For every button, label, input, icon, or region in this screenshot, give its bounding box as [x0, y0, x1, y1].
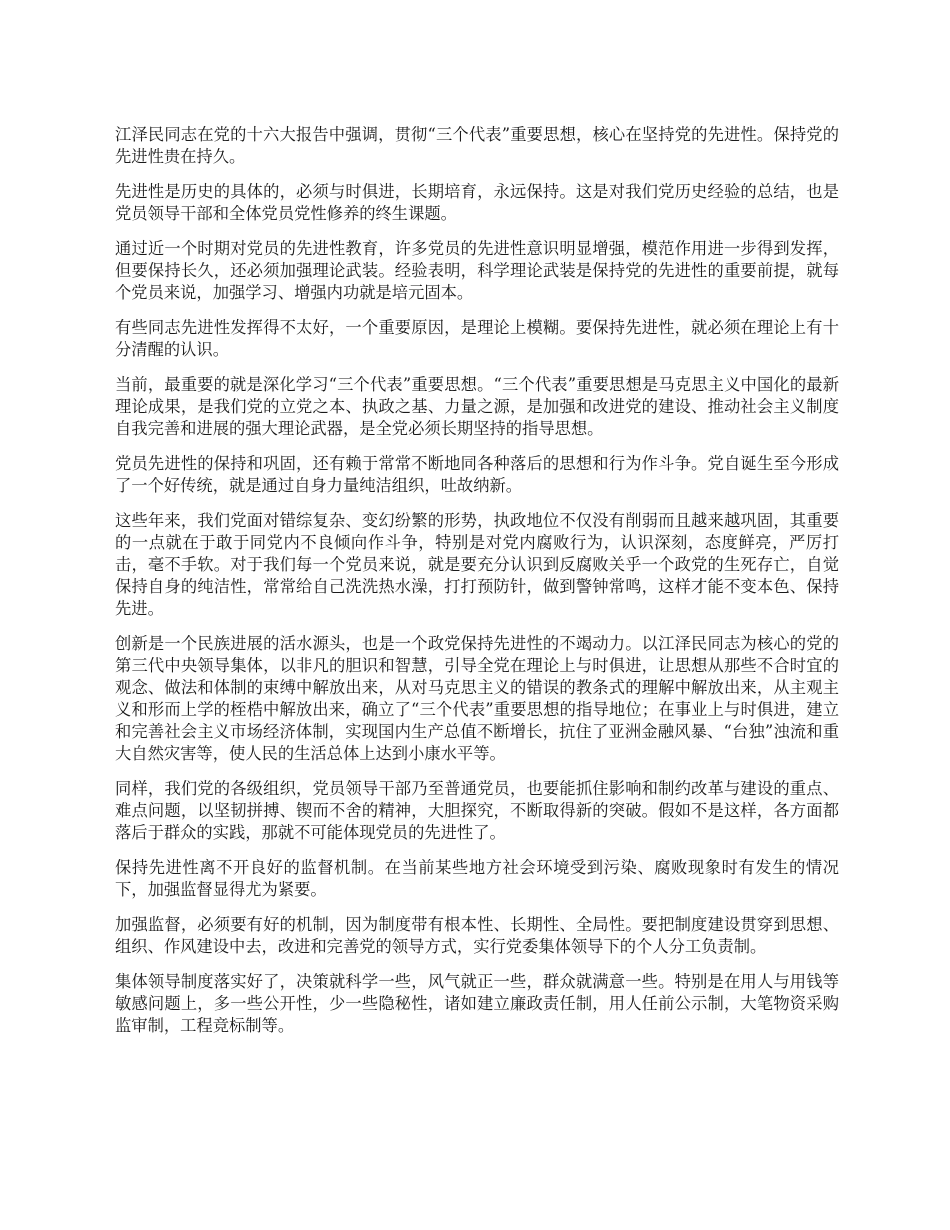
paragraph-3: 通过近一个时期对党员的先进性教育，许多党员的先进性意识明显增强，模范作用进一步得到发挥，但要保持长久，还必须加强理论武装。经验表明，科学理论武装是保持党的先进性的重要前提，就每个党员来说，加强学习、增强内功就是培元固本。	[115, 239, 839, 302]
paragraph-12: 集体领导制度落实好了，决策就科学一些，风气就正一些，群众就满意一些。特别是在用人与用钱等敏感问题上，多一些公开性，少一些隐秘性，诸如建立廉政责任制，用人任前公示制，大笔物资采购监审制，工程竞标制等。	[115, 972, 839, 1035]
paragraph-4: 有些同志先进性发挥得不太好，一个重要原因，是理论上模糊。要保持先进性，就必须在理论上有十分清醒的认识。	[115, 318, 839, 359]
paragraph-7: 这些年来，我们党面对错综复杂、变幻纷繁的形势，执政地位不仅没有削弱而且越来越巩固，其重要的一点就在于敢于同党内不良倾向作斗争，特别是对党内腐败行为，认识深刻，态度鲜亮，严厉打击，毫不手软。对于我们每一个党员来说，就是要充分认识到反腐败关乎一个政党的生死存亡，自觉保持自身的纯洁性，常常给自己洗洗热水澡，打打预防针，做到警钟常鸣，这样才能不变本色、保持先进。	[115, 511, 839, 618]
paragraph-8: 创新是一个民族进展的活水源头，也是一个政党保持先进性的不竭动力。以江泽民同志为核心的党的第三代中央领导集体，以非凡的胆识和智慧，引导全党在理论上与时俱进，让思想从那些不合时宜的观念、做法和体制的束缚中解放出来，从对马克思主义的错误的教条式的理解中解放出来，从主观主义和形而上学的桎梏中解放出来，确立了“三个代表”重要思想的指导地位；在事业上与时俱进，建立和完善社会主义市场经济体制，实现国内生产总值不断增长，抗住了亚洲金融风暴、“台独”浊流和重大自然灾害等，使人民的生活总体上达到小康水平等。	[115, 634, 839, 763]
paragraph-6: 党员先进性的保持和巩固，还有赖于常常不断地同各种落后的思想和行为作斗争。党自诞生至今形成了一个好传统，就是通过自身力量纯洁组织，吐故纳新。	[115, 454, 839, 495]
paragraph-9: 同样，我们党的各级组织，党员领导干部乃至普通党员，也要能抓住影响和制约改革与建设的重点、难点问题，以坚韧拼搏、锲而不舍的精神，大胆探究，不断取得新的突破。假如不是这样，各方面都落后于群众的实践，那就不可能体现党员的先进性了。	[115, 779, 839, 842]
paragraph-5: 当前，最重要的就是深化学习“三个代表”重要思想。“三个代表”重要思想是马克思主义中国化的最新理论成果，是我们党的立党之本、执政之基、力量之源，是加强和改进党的建设、推动社会主义制度自我完善和进展的强大理论武器，是全党必须长期坚持的指导思想。	[115, 375, 839, 438]
paragraph-2: 先进性是历史的具体的，必须与时俱进，长期培育，永远保持。这是对我们党历史经验的总结，也是党员领导干部和全体党员党性修养的终生课题。	[115, 182, 839, 223]
paragraph-11: 加强监督，必须要有好的机制，因为制度带有根本性、长期性、全局性。要把制度建设贯穿到思想、组织、作风建设中去，改进和完善党的领导方式，实行党委集体领导下的个人分工负责制。	[115, 915, 839, 956]
paragraph-10: 保持先进性离不开良好的监督机制。在当前某些地方社会环境受到污染、腐败现象时有发生的情况下，加强监督显得尤为紧要。	[115, 858, 839, 899]
document-body	[115, 124, 839, 1050]
paragraph-1: 江泽民同志在党的十六大报告中强调，贯彻“三个代表”重要思想，核心在坚持党的先进性。保持党的先进性贵在持久。	[115, 125, 839, 166]
